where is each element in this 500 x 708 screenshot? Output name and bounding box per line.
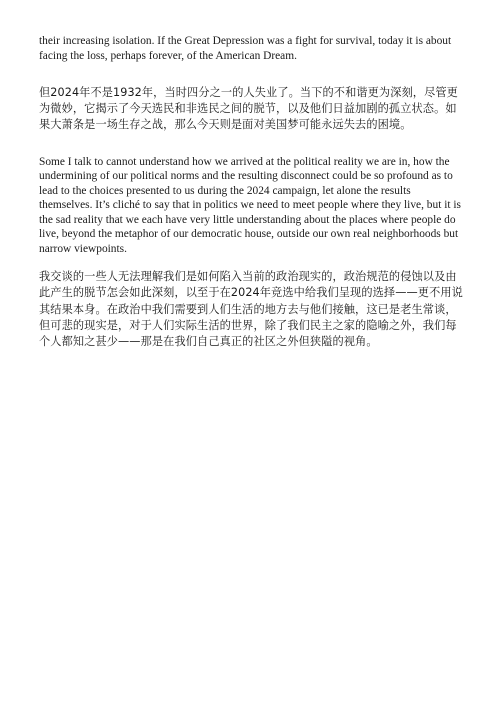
paragraph-english-2: Some I talk to cannot understand how we arrived at the political reality we are in, how the undermining of our political norms and the resulting disconnect could be so profound as to lead to the choices presented to us during the 2024 campaign, let alone the results themselves. It’s cliché to say that in politics we need to meet people where they live, but it is the sad reality that we each have very little understanding about the places where people do live, beyond the metaphor of our democratic house, outside our own real neighborhoods but narrow viewpoints. [39, 155, 461, 255]
document-page [39, 34, 463, 372]
paragraph-chinese-2: 我交谈的一些人无法理解我们是如何陷入当前的政治现实的，政治规范的侵蚀以及由此产生的脱节怎会如此深刻，以至于在2024年竞选中给我们呈现的选择——更不用说其结果本身。在政治中我们需要到人们生活的地方去与他们接触，这已是老生常谈，但可悲的现实是，对于人们实际生活的世界，除了我们民主之家的隐喻之外，我们每个人都知之甚少——那是在我们自己真正的社区之外但狭隘的视角。 [39, 270, 463, 348]
paragraph-chinese-1: 但2024年不是1932年，当时四分之一的人失业了。当下的不和谐更为深刻，尽管更为微妙，它揭示了今天选民和非选民之间的脱节，以及他们日益加剧的孤立状态。如果大萧条是一场生存之战，那么今天则是面对美国梦可能永远失去的困境。 [39, 86, 458, 132]
paragraph-english-1: their increasing isolation. If the Great Depression was a fight for survival, today it is about facing the loss, perhaps forever, of the American Dream. [39, 35, 452, 62]
